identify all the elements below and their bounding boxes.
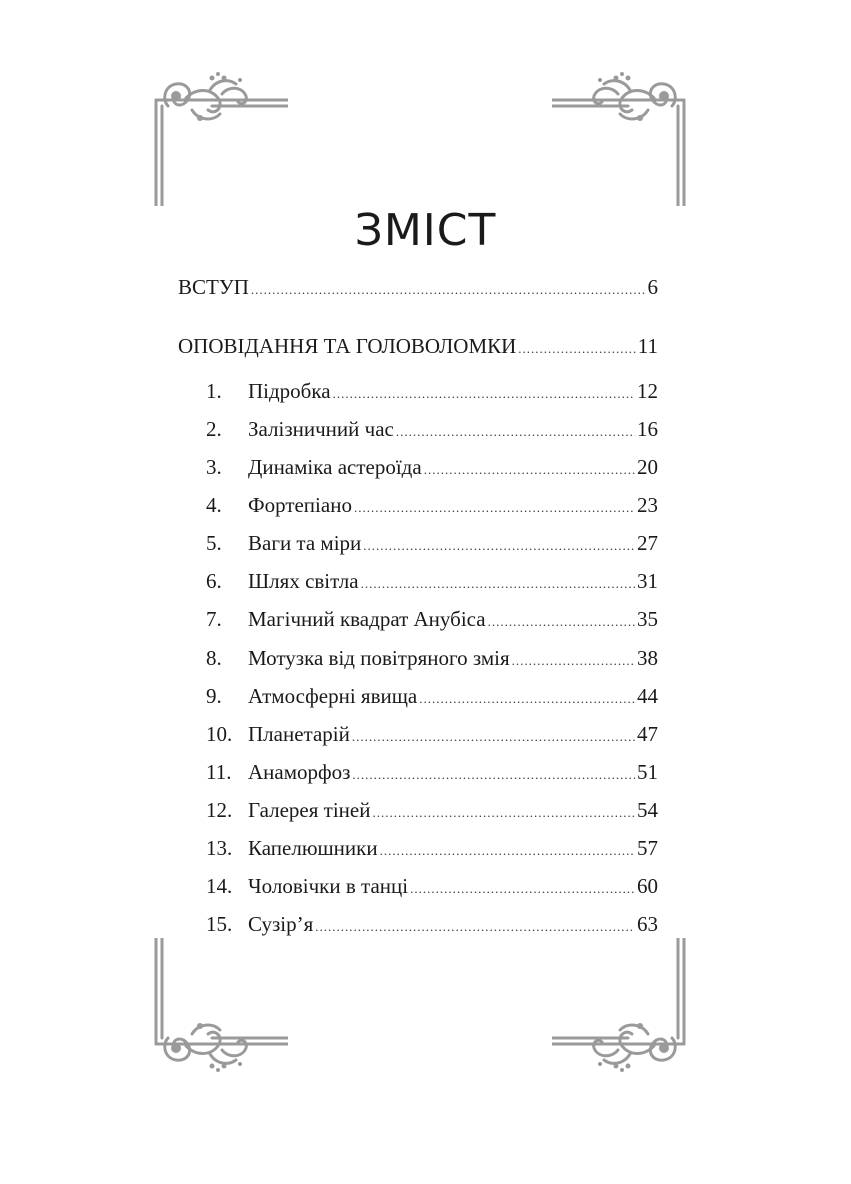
toc-item-13[interactable]: [206, 835, 658, 864]
toc-item-6[interactable]: [206, 568, 658, 597]
toc-item-label: Анаморфоз: [248, 760, 351, 784]
toc-item-label: Ваги та міри: [248, 531, 362, 555]
toc-leader-dots: [488, 609, 635, 635]
toc-page-number: 16: [637, 417, 658, 441]
toc-leader-dots: [354, 495, 635, 521]
toc-item-label: Планетарій: [248, 722, 350, 746]
toc-page-number: 63: [637, 912, 658, 936]
toc-page-number: 60: [637, 874, 658, 898]
toc-page-number: 47: [637, 722, 658, 746]
toc-page-number: 12: [637, 379, 658, 403]
flourish-corner-icon: [552, 938, 688, 1074]
flourish-corner-icon: [552, 70, 688, 206]
corner-ornament-bottom-right: [552, 938, 688, 1074]
toc-leader-dots: [361, 571, 635, 597]
toc-item-number: 10.: [206, 722, 233, 746]
toc-item-9[interactable]: [206, 683, 658, 712]
toc-item-label: Фортепіано: [248, 493, 352, 517]
toc-leader-dots: [352, 724, 635, 750]
corner-ornament-top-left: [152, 70, 288, 206]
toc-page-number: 20: [637, 455, 658, 479]
toc-page-number: 51: [637, 760, 658, 784]
toc-item-label: Шлях світла: [248, 569, 359, 593]
toc-entry-label: ОПОВІДАННЯ ТА ГОЛОВОЛОМКИ: [178, 334, 517, 358]
toc-leader-dots: [410, 876, 635, 902]
toc-item-label: Атмосферні явища: [248, 684, 418, 708]
toc-leader-dots: [315, 914, 635, 940]
toc-item-number: 2.: [206, 417, 222, 441]
toc-item-number: 7.: [206, 607, 222, 631]
toc-item-number: 1.: [206, 379, 222, 403]
toc-item-label: Залізничний час: [248, 417, 394, 441]
toc-leader-dots: [380, 838, 635, 864]
toc-page-number: 31: [637, 569, 658, 593]
toc-leader-dots: [251, 277, 646, 303]
toc-item-number: 9.: [206, 684, 222, 708]
toc-item-label: Магічний квадрат Анубіса: [248, 607, 486, 631]
toc-page-number: 11: [637, 334, 658, 358]
toc-item-label: Галерея тіней: [248, 798, 371, 822]
toc-item-number: 8.: [206, 646, 222, 670]
toc-page-number: 38: [637, 646, 658, 670]
toc-leader-dots: [419, 686, 635, 712]
toc-item-number: 11.: [206, 760, 232, 784]
toc-leader-dots: [352, 762, 635, 788]
flourish-corner-icon: [152, 938, 288, 1074]
toc-item-number: 5.: [206, 531, 222, 555]
toc-item-7[interactable]: [206, 606, 658, 635]
toc-item-label: Капелюшники: [248, 836, 378, 860]
toc-item-5[interactable]: [206, 530, 658, 559]
toc-page-number: 27: [637, 531, 658, 555]
toc-item-number: 14.: [206, 874, 233, 898]
toc-item-11[interactable]: [206, 759, 658, 788]
toc-item-10[interactable]: [206, 721, 658, 750]
toc-leader-dots: [424, 457, 635, 483]
toc-entry-intro[interactable]: [178, 274, 658, 303]
toc-leader-dots: [518, 336, 635, 362]
toc-item-14[interactable]: [206, 873, 658, 902]
page-title: ЗМІСТ: [354, 205, 497, 257]
toc-entry-section[interactable]: [178, 333, 658, 362]
toc-leader-dots: [512, 648, 635, 674]
toc-item-2[interactable]: [206, 416, 658, 445]
toc-item-number: 15.: [206, 912, 233, 936]
toc-item-15[interactable]: [206, 911, 658, 940]
toc-page-number: 23: [637, 493, 658, 517]
toc-page-number: 6: [647, 275, 658, 299]
toc-item-number: 3.: [206, 455, 222, 479]
toc-item-4[interactable]: [206, 492, 658, 521]
toc-leader-dots: [396, 419, 635, 445]
toc-item-number: 13.: [206, 836, 233, 860]
toc-item-number: 6.: [206, 569, 222, 593]
toc-item-label: Мотузка від повітряного змія: [248, 646, 510, 670]
toc-item-8[interactable]: [206, 645, 658, 674]
toc-item-label: Чоловічки в танці: [248, 874, 409, 898]
flourish-corner-icon: [152, 70, 288, 206]
toc-page-number: 35: [637, 607, 658, 631]
corner-ornament-bottom-left: [152, 938, 288, 1074]
toc-item-label: Сузір’я: [248, 912, 314, 936]
toc-leader-dots: [372, 800, 635, 826]
toc-item-1[interactable]: [206, 378, 658, 407]
toc-page-number: 57: [637, 836, 658, 860]
toc-item-12[interactable]: [206, 797, 658, 826]
toc-item-3[interactable]: [206, 454, 658, 483]
toc-leader-dots: [333, 381, 635, 407]
toc-item-label: Підробка: [248, 379, 331, 403]
toc-leader-dots: [363, 533, 635, 559]
toc-item-number: 12.: [206, 798, 233, 822]
toc-entry-label: ВСТУП: [178, 275, 249, 299]
toc-page-number: 54: [637, 798, 658, 822]
toc-item-number: 4.: [206, 493, 222, 517]
corner-ornament-top-right: [552, 70, 688, 206]
toc-item-label: Динаміка астероїда: [248, 455, 422, 479]
toc-page-number: 44: [637, 684, 658, 708]
